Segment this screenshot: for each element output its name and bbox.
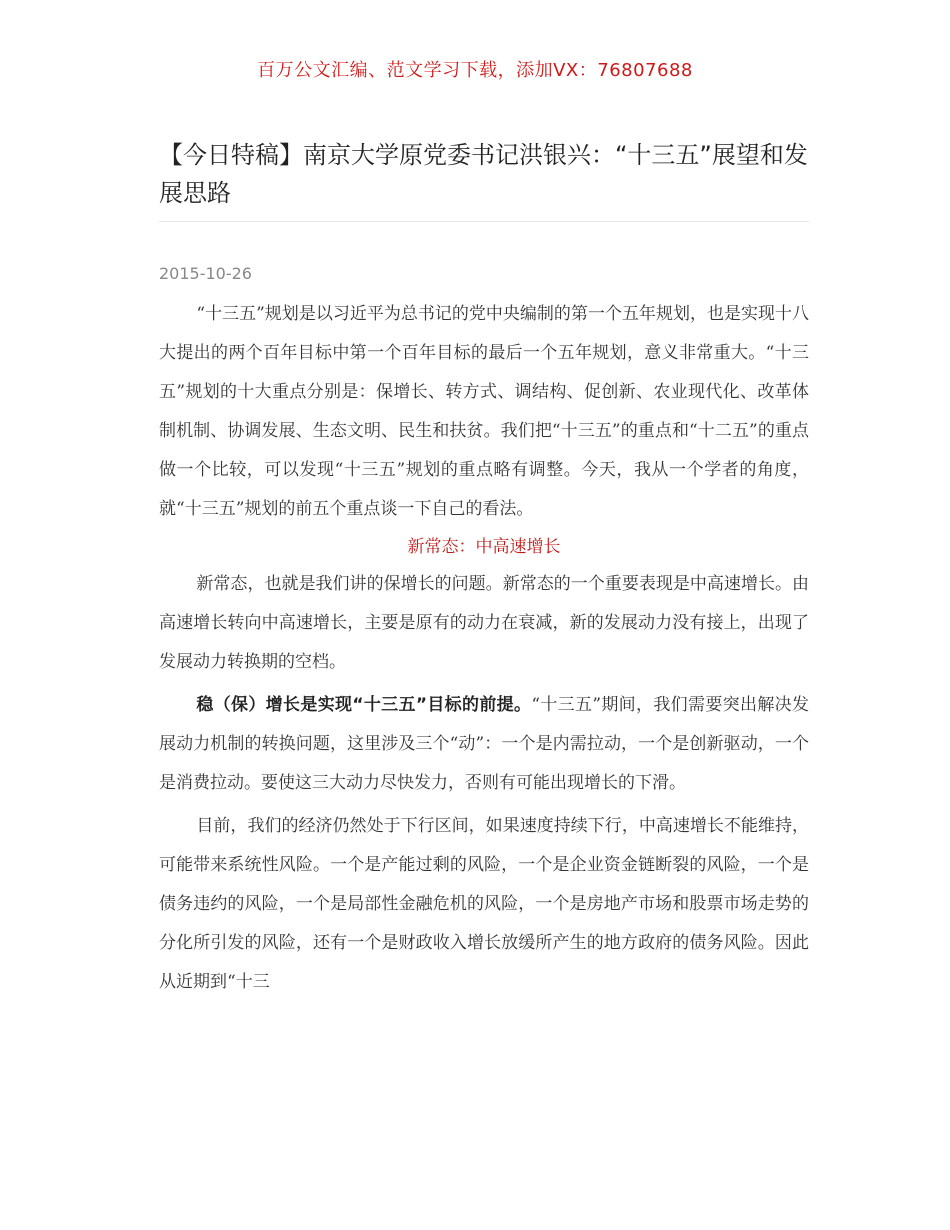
paragraph-rest-text: “十三五”期间，我们需要突出解决发展动力机制的转换问题，这里涉及三个“动”：一个是内需拉动，一个是创新驱动，一个是消费拉动。要使这三大动力尽快发力，否则有可能出现增长的下滑。 [159, 695, 809, 793]
article-body [159, 295, 809, 1002]
header-banner: 百万公文汇编、范文学习下载，添加VX：76807688 [257, 60, 693, 81]
article-title: 【今日特稿】南京大学原党委书记洪银兴：“十三五”展望和发展思路 [159, 136, 809, 222]
section-heading: 新常态：中高速增长 [407, 537, 561, 557]
paragraph-intro: “十三五”规划是以习近平为总书记的党中央编制的第一个五年规划，也是实现十八大提出的两个百年目标中第一个百年目标的最后一个五年规划，意义非常重大。“十三五”规划的十大重点分别是：保增长、转方式、调结构、促创新、农业现代化、改革体制机制、协调发展、生态文明、民生和扶贫。我们把“十三五”的重点和“十二五”的重点做一个比较，可以发现“十三五”规划的重点略有调整。今天，我从一个学者的角度，就“十三五”规划的前五个重点谈一下自己的看法。 [159, 304, 809, 519]
paragraph-lead-text: 稳（保）增长是实现“十三五”目标的前提。 [196, 695, 532, 715]
paragraph-stable-growth [159, 686, 809, 803]
publish-date: 2015-10-26 [159, 264, 252, 283]
paragraph-risks: 目前，我们的经济仍然处于下行区间，如果速度持续下行，中高速增长不能维持，可能带来系统性风险。一个是产能过剩的风险，一个是企业资金链断裂的风险，一个是债务违约的风险，一个是局部性金融危机的风险，一个是房地产市场和股票市场走势的分化所引发的风险，还有一个是财政收入增长放缓所产生的地方政府的债务风险。因此从近期到“十三 [159, 816, 809, 992]
paragraph-new-normal: 新常态，也就是我们讲的保增长的问题。新常态的一个重要表现是中高速增长。由高速增长转向中高速增长，主要是原有的动力在衰减，新的发展动力没有接上，出现了发展动力转换期的空档。 [159, 574, 809, 672]
article [159, 136, 809, 1002]
